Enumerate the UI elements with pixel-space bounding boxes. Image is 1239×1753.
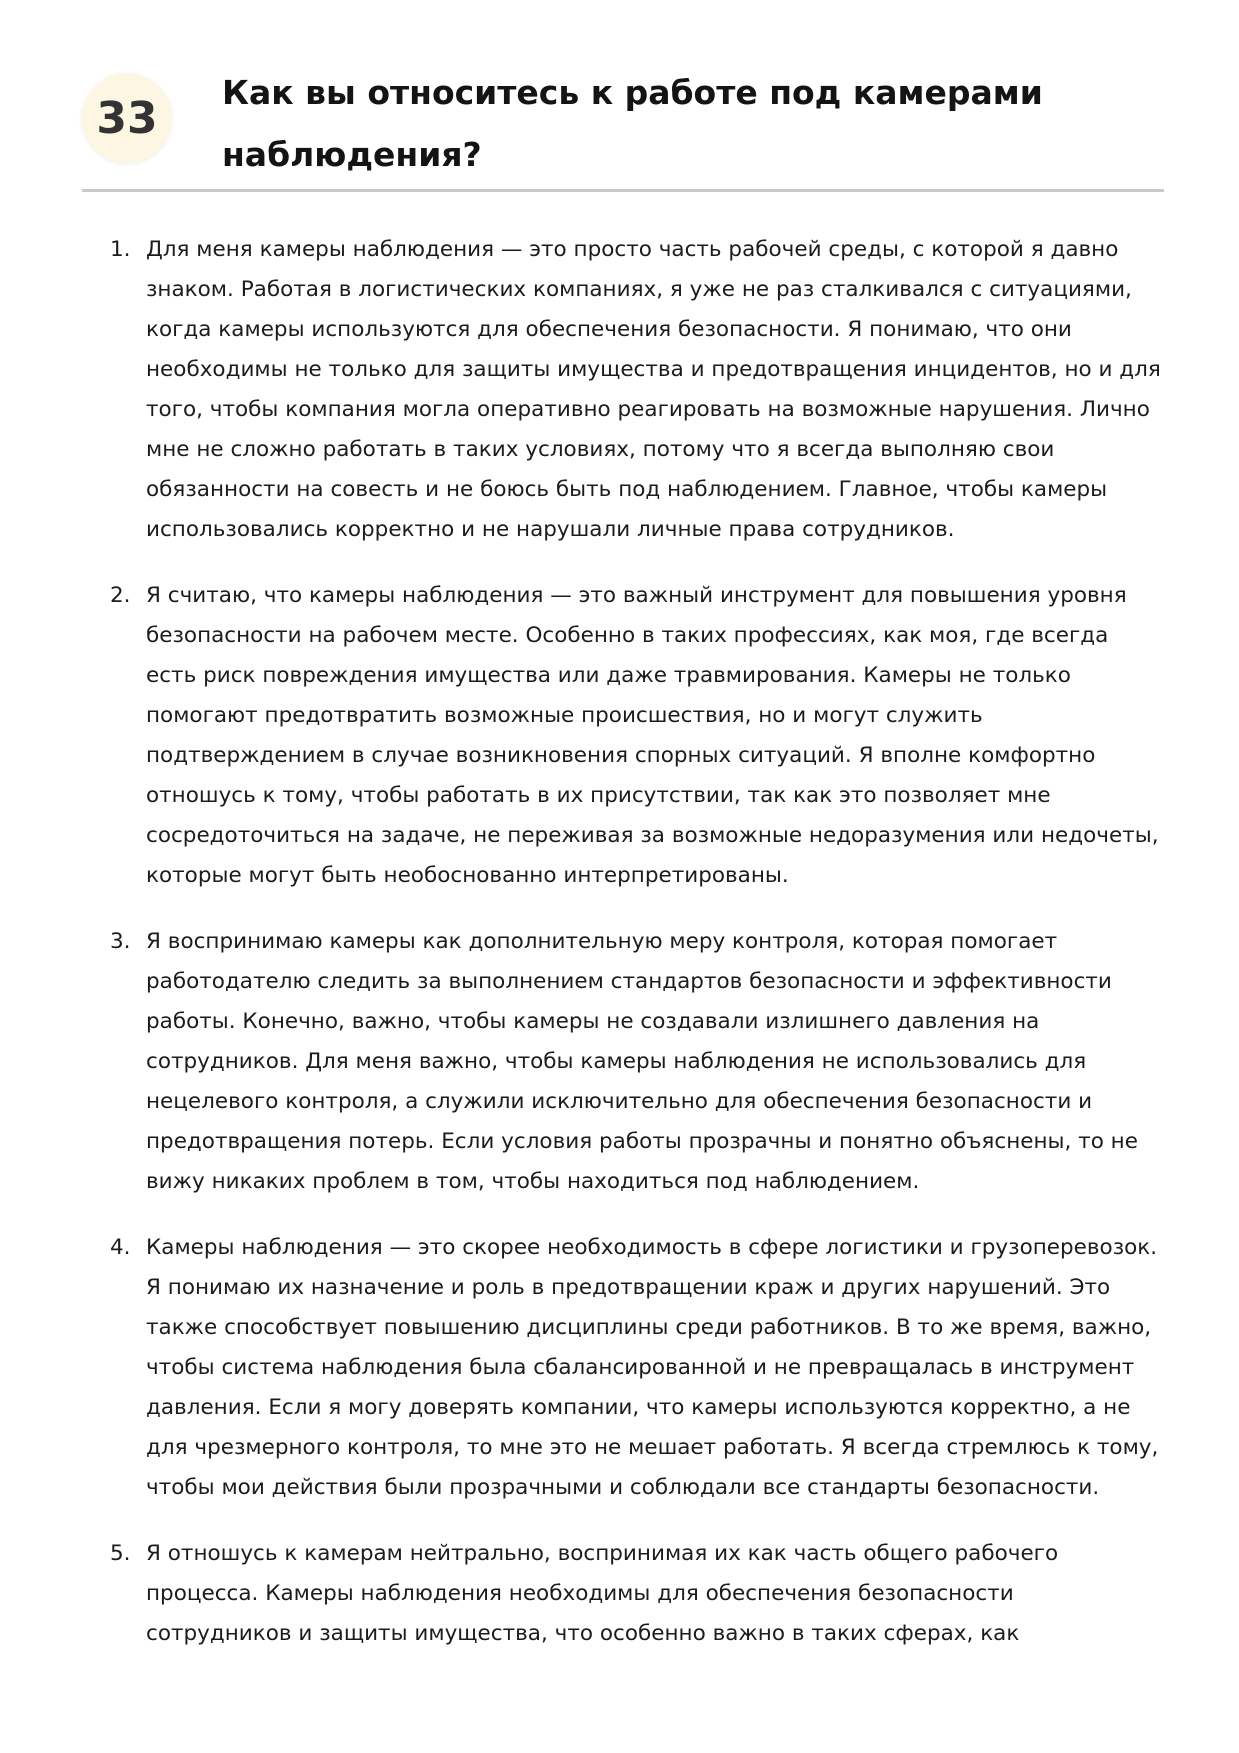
answer-number: 1. xyxy=(110,237,131,262)
answer-item xyxy=(110,230,1162,550)
answer-item xyxy=(110,576,1162,896)
answer-text: Я воспринимаю камеры как дополнительную меру контроля, которая помогает работодателю следить за выполнением стандартов безопасности и эффективности работы. Конечно, важно, чтобы камеры не создавали излишнего давления на сотрудников. Для меня важно, чтобы камеры наблюдения не использовались для нецелевого контроля, а служили исключительно для обеспечения безопасности и предотвращения потерь. Если условия работы прозрачны и понятно объяснены, то не вижу никаких проблем в том, чтобы находиться под наблюдением. xyxy=(146,929,1138,1194)
question-header xyxy=(82,52,1164,192)
answer-text: Я считаю, что камеры наблюдения — это важный инструмент для повышения уровня безопасности на рабочем месте. Особенно в таких профессиях, как моя, где всегда есть риск повреждения имущества или даже травмирования. Камеры не только помогают предотвратить возможные происшествия, но и могут служить подтверждением в случае возникновения спорных ситуаций. Я вполне комфортно отношусь к тому, чтобы работать в их присутствии, так как это позволяет мне сосредоточиться на задаче, не переживая за возможные недоразумения или недочеты, которые могут быть необоснованно интерпретированы. xyxy=(146,583,1159,888)
answer-item xyxy=(110,922,1162,1202)
answer-list xyxy=(110,230,1162,1680)
answer-item xyxy=(110,1534,1162,1654)
question-number-badge: 33 xyxy=(82,73,172,163)
answer-text: Я отношусь к камерам нейтрально, воспринимая их как часть общего рабочего процесса. Камеры наблюдения необходимы для обеспечения безопасности сотрудников и защиты имущества, что особенно важно в таких сферах, как xyxy=(146,1541,1059,1646)
answer-item xyxy=(110,1228,1162,1508)
answer-text: Для меня камеры наблюдения — это просто часть рабочей среды, с которой я давно знаком. Работая в логистических компаниях, я уже не раз сталкивался с ситуациями, когда камеры используются для обеспечения безопасности. Я понимаю, что они необходимы не только для защиты имущества и предотвращения инцидентов, но и для того, чтобы компания могла оперативно реагировать на возможные нарушения. Лично мне не сложно работать в таких условиях, потому что я всегда выполняю свои обязанности на совесть и не боюсь быть под наблюдением. Главное, чтобы камеры использовались корректно и не нарушали личные права сотрудников. xyxy=(146,237,1161,542)
question-title: Как вы относитесь к работе под камерами наблюдения? xyxy=(222,73,1043,174)
answer-text: Камеры наблюдения — это скорее необходимость в сфере логистики и грузоперевозок. Я понимаю их назначение и роль в предотвращении краж и других нарушений. Это также способствует повышению дисциплины среди работников. В то же время, важно, чтобы система наблюдения была сбалансированной и не превращалась в инструмент давления. Если я могу доверять компании, что камеры используются корректно, а не для чрезмерного контроля, то мне это не мешает работать. Я всегда стремлюсь к тому, чтобы мои действия были прозрачными и соблюдали все стандарты безопасности. xyxy=(146,1235,1159,1500)
answer-number: 2. xyxy=(110,583,131,608)
answer-number: 4. xyxy=(110,1235,131,1260)
answer-number: 5. xyxy=(110,1541,131,1566)
answer-number: 3. xyxy=(110,929,131,954)
